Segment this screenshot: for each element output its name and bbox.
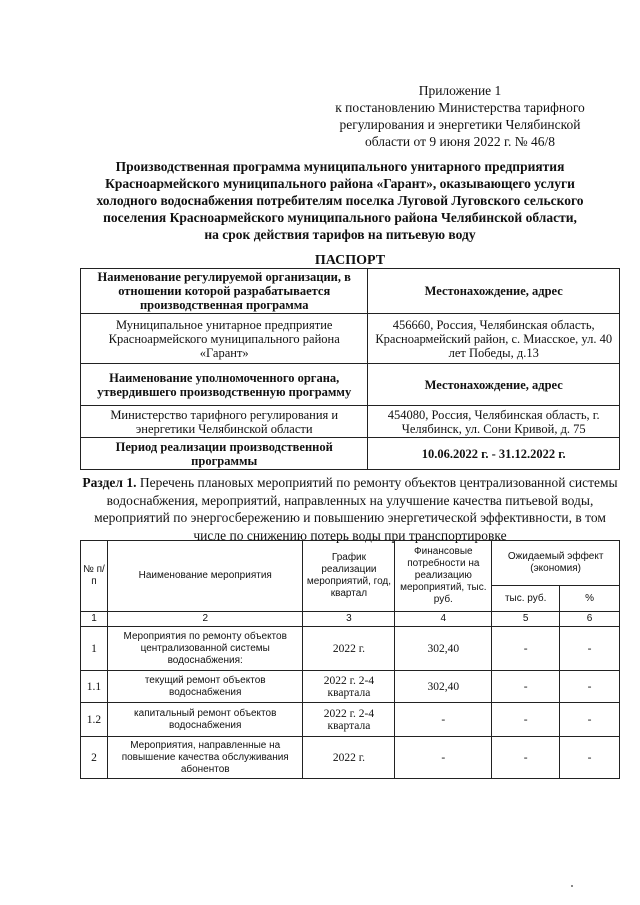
row-finance: 302,40 — [395, 627, 492, 671]
period-value-cell: 10.06.2022 г. - 31.12.2022 г. — [368, 438, 620, 470]
row-finance: - — [395, 703, 492, 737]
header-name: Наименование мероприятия — [107, 541, 303, 612]
row-schedule: 2022 г. 2-4 квартала — [303, 671, 395, 703]
table-row — [81, 671, 620, 703]
passport-row — [81, 269, 620, 314]
row-effect-rub: - — [492, 703, 560, 737]
location-header-cell: Местонахождение, адрес — [368, 269, 620, 314]
row-schedule: 2022 г. — [303, 627, 395, 671]
passport-row — [81, 364, 620, 406]
table-row — [81, 737, 620, 779]
row-name: Мероприятия по ремонту объектов централизованной системы водоснабжения: — [107, 627, 303, 671]
col-number: 3 — [303, 612, 395, 627]
header-row — [81, 541, 620, 586]
col-number: 5 — [492, 612, 560, 627]
period-label-cell: Период реализации производственной программы — [81, 438, 368, 470]
passport-heading: ПАСПОРТ — [314, 253, 386, 268]
title-line: Производственная программа муниципального унитарного предприятия — [115, 159, 565, 174]
row-effect-rub: - — [492, 671, 560, 703]
column-numbers-row — [81, 612, 620, 627]
row-effect-pct: - — [560, 671, 620, 703]
row-name: Мероприятия, направленные на повышение качества обслуживания абонентов — [107, 737, 303, 779]
org-name-cell: Муниципальное унитарное предприятие Красноармейского муниципального района «Гарант» — [81, 314, 368, 364]
section-label: Раздел 1. — [82, 475, 137, 490]
row-effect-rub: - — [492, 737, 560, 779]
header-effect: Ожидаемый эффект (экономия) — [492, 541, 620, 586]
scan-speck — [571, 885, 573, 887]
row-effect-pct: - — [560, 627, 620, 671]
row-num: 1.1 — [81, 671, 108, 703]
authority-header-cell: Наименование уполномоченного органа, утвердившего производственную программу — [81, 364, 368, 406]
org-address-cell: 456660, Россия, Челябинская область, Красноармейский район, с. Миасское, ул. 40 лет Победы, д.13 — [368, 314, 620, 364]
passport-row — [81, 314, 620, 364]
row-schedule: 2022 г. — [303, 737, 395, 779]
col-number: 6 — [560, 612, 620, 627]
passport-row — [81, 438, 620, 470]
appendix-line: регулирования и энергетики Челябинской — [339, 117, 581, 132]
col-number: 2 — [107, 612, 303, 627]
row-name: текущий ремонт объектов водоснабжения — [107, 671, 303, 703]
passport-row — [81, 406, 620, 438]
title-line: холодного водоснабжения потребителям поселка Луговой Луговского сельского — [96, 193, 584, 208]
header-effect-pct: % — [560, 586, 620, 612]
header-finance: Финансовые потребности на реализацию мероприятий, тыс. руб. — [395, 541, 492, 612]
title-line: на срок действия тарифов на питьевую воду — [204, 227, 476, 242]
col-number: 1 — [81, 612, 108, 627]
measures-table — [80, 540, 620, 779]
row-finance: 302,40 — [395, 671, 492, 703]
row-finance: - — [395, 737, 492, 779]
row-effect-pct: - — [560, 737, 620, 779]
row-schedule: 2022 г. 2-4 квартала — [303, 703, 395, 737]
row-name: капитальный ремонт объектов водоснабжения — [107, 703, 303, 737]
row-effect-rub: - — [492, 627, 560, 671]
table-row — [81, 627, 620, 671]
header-effect-rub: тыс. руб. — [492, 586, 560, 612]
section-1-heading — [80, 474, 620, 544]
row-num: 1 — [81, 627, 108, 671]
appendix-line: к постановлению Министерства тарифного — [335, 100, 585, 115]
appendix-note — [300, 82, 620, 150]
authority-name-cell: Министерство тарифного регулирования и энергетики Челябинской области — [81, 406, 368, 438]
header-num: № п/п — [81, 541, 108, 612]
passport-table — [80, 268, 620, 470]
appendix-line: области от 9 июня 2022 г. № 46/8 — [365, 134, 555, 149]
row-num: 1.2 — [81, 703, 108, 737]
table-row — [81, 703, 620, 737]
row-num: 2 — [81, 737, 108, 779]
title-line: Красноармейского муниципального района «Гарант», оказывающего услуги — [105, 176, 575, 191]
title-line: поселения Красноармейского муниципального района Челябинской области, — [103, 210, 577, 225]
authority-address-cell: 454080, Россия, Челябинская область, г. Челябинск, ул. Сони Кривой, д. 75 — [368, 406, 620, 438]
row-effect-pct: - — [560, 703, 620, 737]
document-title — [80, 158, 600, 243]
location-header-cell: Местонахождение, адрес — [368, 364, 620, 406]
col-number: 4 — [395, 612, 492, 627]
org-header-cell: Наименование регулируемой организации, в отношении которой разрабатывается производственная программа — [81, 269, 368, 314]
section-text: Перечень плановых мероприятий по ремонту объектов централизованной системы водоснабжения, мероприятий, направленных на улучшение качества питьевой воды, мероприятий по энергосбережению и повышению энергетической эффективности, в том числе по снижению потерь воды при транспортировке — [94, 475, 618, 543]
header-schedule: График реализации мероприятий, год, квартал — [303, 541, 395, 612]
appendix-line: Приложение 1 — [418, 83, 502, 98]
